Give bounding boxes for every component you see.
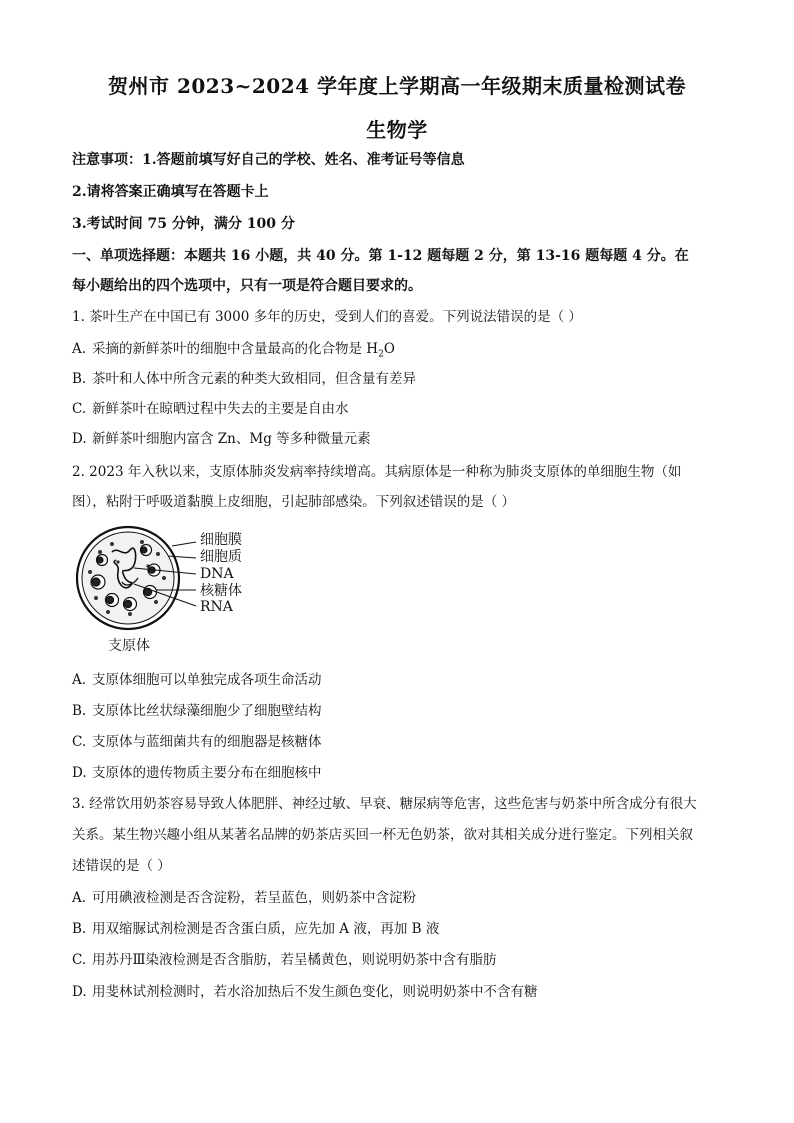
option-letter: D.	[72, 431, 87, 447]
q2-stem-line-1: 2. 2023 年入秋以来，支原体肺炎发病率持续增高。其病原体是一种称为肺炎支原体的单细胞生物（如	[72, 464, 682, 480]
figure-caption: 支原体	[108, 638, 150, 654]
option-letter: C.	[72, 952, 87, 968]
q1-stem: 1. 茶叶生产在中国已有 3000 多年的历史，受到人们的喜爱。下列说法错误的是（ ）	[72, 309, 582, 325]
option-text: 支原体的遗传物质主要分布在细胞核中	[92, 765, 322, 781]
label-rna: RNA	[200, 599, 233, 615]
q2-option-c	[72, 732, 732, 752]
label-cell-membrane: 细胞膜	[200, 532, 242, 548]
q2-stem-line-2: 图），粘附于呼吸道黏膜上皮细胞，引起肺部感染。下列叙述错误的是（ ）	[72, 494, 516, 510]
subject-title: 生物学	[366, 118, 428, 142]
mycoplasma-diagram	[72, 522, 272, 662]
option-text: 采摘的新鲜茶叶的细胞中含量最高的化合物是 H	[92, 341, 379, 357]
q2-option-a	[72, 670, 732, 690]
notice-line-3: 3.考试时间 75 分钟，满分 100 分	[72, 216, 295, 232]
mycoplasma-figure	[72, 522, 272, 662]
q2-option-b	[72, 701, 732, 721]
option-text: 新鲜茶叶在晾晒过程中失去的主要是自由水	[92, 401, 349, 417]
option-text: 用斐林试剂检测时，若水浴加热后不发生颜色变化，则说明奶茶中不含有糖	[92, 984, 538, 1000]
label-ribosome: 核糖体	[200, 583, 242, 599]
option-text-tail: O	[383, 341, 395, 357]
q3-stem-line-3: 述错误的是（ ）	[72, 858, 171, 874]
q3-option-a	[72, 888, 732, 908]
q1-option-c	[72, 399, 732, 419]
q3-stem-line-2: 关系。某生物兴趣小组从某著名品牌的奶茶店买回一杯无色奶茶，欲对其相关成分进行鉴定。下列相关叙	[72, 827, 693, 843]
option-text: 用苏丹Ⅲ染液检测是否含脂肪，若呈橘黄色，则说明奶茶中含有脂肪	[92, 952, 497, 968]
exam-title: 贺州市 2023~2024 学年度上学期高一年级期末质量检测试卷	[107, 74, 686, 98]
option-text: 用双缩脲试剂检测是否含蛋白质，应先加 A 液，再加 B 液	[92, 921, 440, 937]
q3-option-d	[72, 982, 732, 1002]
option-letter: A.	[72, 341, 87, 357]
section-heading-line-2: 每小题给出的四个选项中，只有一项是符合题目要求的。	[72, 278, 422, 294]
subscript: 2	[378, 349, 384, 360]
option-letter: B.	[72, 371, 87, 387]
q1-option-d	[72, 429, 732, 449]
option-letter: B.	[72, 703, 87, 719]
option-letter: C.	[72, 734, 87, 750]
q3-option-c	[72, 950, 732, 970]
option-letter: A.	[72, 890, 87, 906]
option-text: 新鲜茶叶细胞内富含 Zn、Mg 等多种微量元素	[92, 431, 371, 447]
q1-option-a	[72, 339, 732, 365]
option-text: 可用碘液检测是否含淀粉，若呈蓝色，则奶茶中含淀粉	[92, 890, 416, 906]
option-text: 支原体细胞可以单独完成各项生命活动	[92, 672, 322, 688]
option-letter: B.	[72, 921, 87, 937]
q1-option-b	[72, 369, 732, 389]
label-cytoplasm: 细胞质	[200, 549, 242, 565]
option-text: 支原体与蓝细菌共有的细胞器是核糖体	[92, 734, 322, 750]
option-letter: D.	[72, 765, 87, 781]
option-text: 支原体比丝状绿藻细胞少了细胞壁结构	[92, 703, 322, 719]
notice-line-1: 注意事项：1.答题前填写好自己的学校、姓名、准考证号等信息	[72, 152, 465, 168]
q3-stem-line-1: 3. 经常饮用奶茶容易导致人体肥胖、神经过敏、早衰、糖尿病等危害，这些危害与奶茶中所含成分有很大	[72, 796, 697, 812]
label-dna: DNA	[200, 566, 234, 582]
option-text: 茶叶和人体中所含元素的种类大致相同，但含量有差异	[92, 371, 416, 387]
q2-option-d	[72, 763, 732, 783]
section-heading-line-1: 一、单项选择题：本题共 16 小题，共 40 分。第 1-12 题每题 2 分，第 13-16 题每题 4 分。在	[72, 248, 689, 264]
option-letter: D.	[72, 984, 87, 1000]
q3-option-b	[72, 919, 732, 939]
option-letter: A.	[72, 672, 87, 688]
notice-line-2: 2.请将答案正确填写在答题卡上	[72, 184, 269, 200]
option-letter: C.	[72, 401, 87, 417]
